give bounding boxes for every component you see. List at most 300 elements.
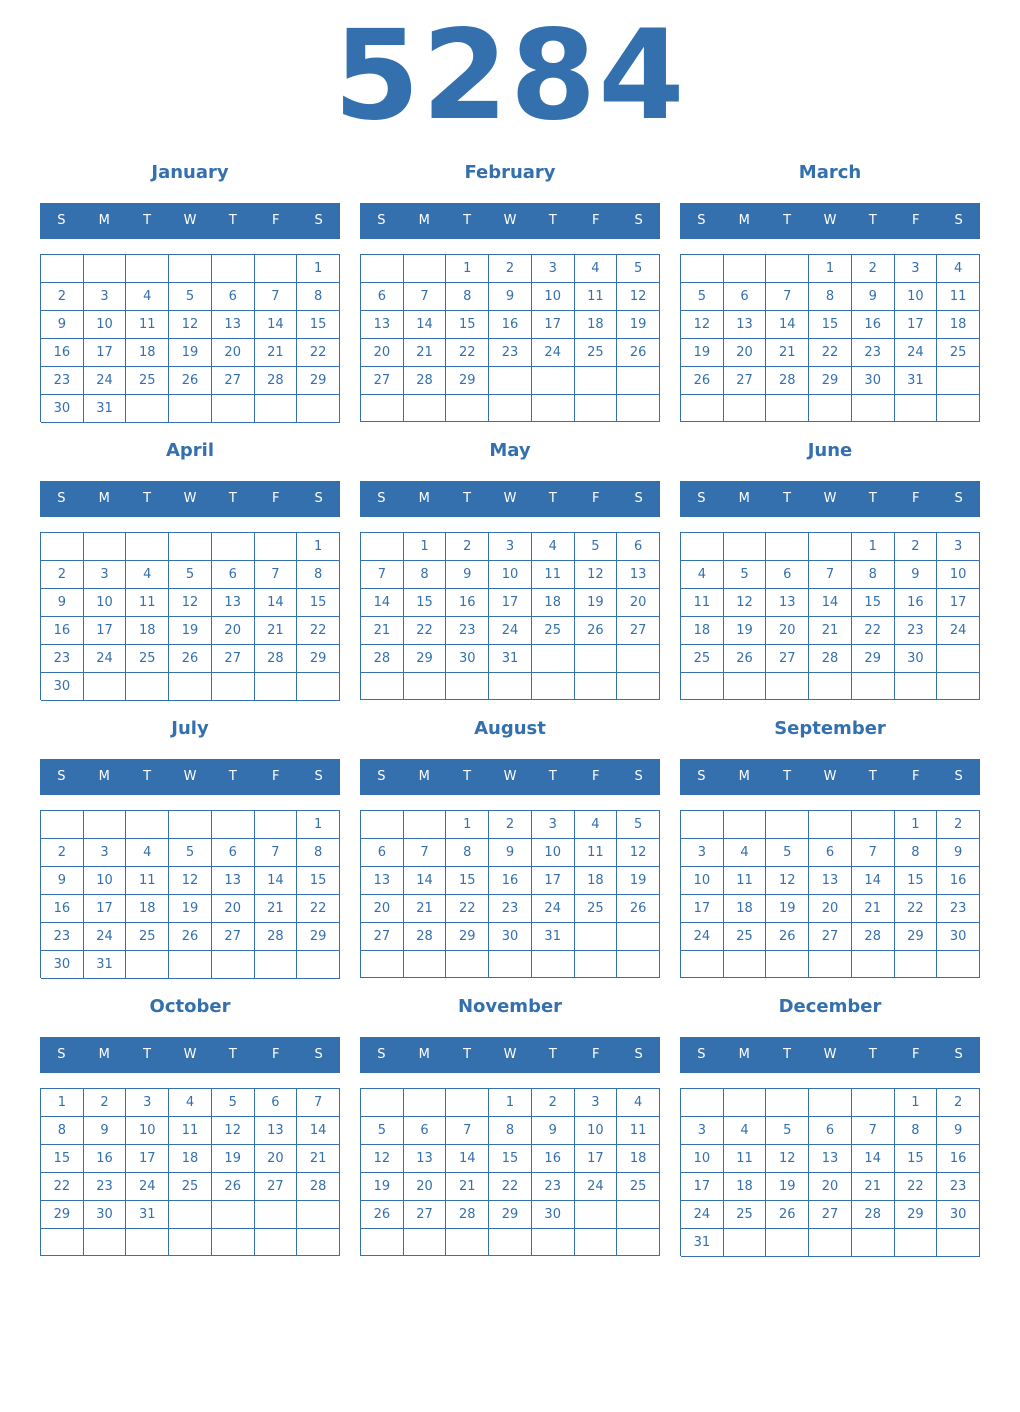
day-cell: 12 — [361, 1145, 404, 1173]
weekday-label: S — [697, 769, 706, 784]
day-cell: 28 — [766, 367, 809, 395]
day-cell: 19 — [169, 339, 212, 367]
empty-day-cell — [895, 951, 938, 978]
weekday-label: S — [954, 769, 963, 784]
day-cell: 18 — [126, 617, 169, 645]
empty-day-cell — [212, 395, 255, 423]
day-cell: 18 — [575, 867, 618, 895]
day-cell: 20 — [724, 339, 767, 367]
day-cell: 22 — [489, 1173, 532, 1201]
day-cell: 11 — [169, 1117, 212, 1145]
empty-day-cell — [255, 1229, 298, 1256]
calendar-year-title: 5284 — [333, 4, 687, 148]
day-cell: 28 — [446, 1201, 489, 1229]
day-cell: 12 — [169, 589, 212, 617]
day-cell: 12 — [169, 867, 212, 895]
weekday-label: M — [738, 213, 750, 228]
day-cell: 26 — [212, 1173, 255, 1201]
empty-day-cell — [724, 811, 767, 839]
day-cell: 4 — [575, 811, 618, 839]
day-cell: 15 — [41, 1145, 84, 1173]
weekday-label: M — [98, 213, 110, 228]
day-cell: 19 — [169, 895, 212, 923]
day-cell: 23 — [532, 1173, 575, 1201]
day-cell: 4 — [724, 839, 767, 867]
day-cell: 15 — [446, 867, 489, 895]
day-cell: 11 — [126, 311, 169, 339]
day-cell: 5 — [681, 283, 724, 311]
empty-day-cell — [212, 533, 255, 561]
day-cell: 26 — [724, 645, 767, 673]
day-cell: 11 — [681, 589, 724, 617]
day-cell: 20 — [809, 1173, 852, 1201]
day-cell: 25 — [169, 1173, 212, 1201]
day-cell: 19 — [681, 339, 724, 367]
day-cell: 17 — [84, 617, 127, 645]
day-cell: 19 — [766, 1173, 809, 1201]
empty-day-cell — [895, 1229, 938, 1257]
day-cell: 5 — [212, 1089, 255, 1117]
day-cell: 26 — [575, 617, 618, 645]
day-cell: 10 — [575, 1117, 618, 1145]
day-cell: 12 — [212, 1117, 255, 1145]
day-cell: 31 — [84, 395, 127, 423]
day-cell: 14 — [809, 589, 852, 617]
day-cell: 6 — [212, 839, 255, 867]
empty-day-cell — [937, 1229, 980, 1257]
empty-day-cell — [297, 673, 340, 701]
day-cell: 27 — [766, 645, 809, 673]
day-cell: 14 — [852, 867, 895, 895]
day-cell: 8 — [297, 561, 340, 589]
day-cell: 27 — [361, 923, 404, 951]
day-cell: 17 — [532, 867, 575, 895]
day-cell: 2 — [489, 811, 532, 839]
empty-day-cell — [255, 951, 298, 979]
day-cell: 4 — [169, 1089, 212, 1117]
day-cell: 10 — [532, 283, 575, 311]
empty-day-cell — [532, 673, 575, 700]
weekday-label: W — [183, 1047, 197, 1062]
month-name: September — [774, 718, 886, 739]
day-cell: 17 — [84, 895, 127, 923]
day-grid — [680, 532, 980, 700]
empty-day-cell — [617, 395, 660, 422]
weekday-header — [680, 203, 980, 239]
weekday-label: M — [418, 213, 430, 228]
day-cell: 20 — [361, 895, 404, 923]
day-cell: 27 — [255, 1173, 298, 1201]
day-cell: 5 — [617, 255, 660, 283]
day-cell: 6 — [361, 283, 404, 311]
empty-day-cell — [575, 367, 618, 395]
day-cell: 25 — [681, 645, 724, 673]
weekday-label: S — [377, 491, 386, 506]
day-cell: 6 — [255, 1089, 298, 1117]
day-cell: 18 — [681, 617, 724, 645]
day-cell: 31 — [84, 951, 127, 979]
day-cell: 11 — [575, 283, 618, 311]
day-cell: 7 — [255, 839, 298, 867]
empty-day-cell — [212, 255, 255, 283]
empty-day-cell — [255, 673, 298, 701]
day-cell: 25 — [724, 1201, 767, 1229]
empty-day-cell — [575, 1201, 618, 1229]
day-cell: 3 — [532, 811, 575, 839]
day-cell: 5 — [169, 283, 212, 311]
day-cell: 30 — [937, 923, 980, 951]
day-cell: 9 — [532, 1117, 575, 1145]
empty-day-cell — [404, 1089, 447, 1117]
weekday-label: W — [823, 213, 837, 228]
empty-day-cell — [724, 255, 767, 283]
day-cell: 10 — [489, 561, 532, 589]
day-cell: 17 — [575, 1145, 618, 1173]
day-cell: 8 — [852, 561, 895, 589]
day-cell: 7 — [255, 283, 298, 311]
day-cell: 21 — [404, 339, 447, 367]
empty-day-cell — [84, 533, 127, 561]
empty-day-cell — [681, 255, 724, 283]
weekday-label: T — [868, 491, 877, 506]
weekday-header — [680, 759, 980, 795]
day-cell: 7 — [852, 1117, 895, 1145]
day-cell: 30 — [532, 1201, 575, 1229]
day-cell: 14 — [766, 311, 809, 339]
day-cell: 31 — [126, 1201, 169, 1229]
day-cell: 18 — [724, 1173, 767, 1201]
empty-day-cell — [255, 811, 298, 839]
weekday-label: F — [911, 769, 920, 784]
day-cell: 22 — [895, 895, 938, 923]
day-cell: 30 — [41, 395, 84, 423]
weekday-label: T — [143, 491, 152, 506]
day-cell: 28 — [255, 645, 298, 673]
day-cell: 11 — [937, 283, 980, 311]
day-cell: 18 — [169, 1145, 212, 1173]
day-cell: 2 — [937, 811, 980, 839]
weekday-label: W — [183, 491, 197, 506]
day-cell: 21 — [255, 339, 298, 367]
day-cell: 27 — [617, 617, 660, 645]
day-cell: 3 — [489, 533, 532, 561]
day-cell: 22 — [297, 339, 340, 367]
day-cell: 24 — [489, 617, 532, 645]
day-cell: 16 — [446, 589, 489, 617]
day-cell: 4 — [126, 283, 169, 311]
day-cell: 10 — [126, 1117, 169, 1145]
day-cell: 10 — [84, 311, 127, 339]
empty-day-cell — [446, 1229, 489, 1256]
day-cell: 22 — [446, 339, 489, 367]
empty-day-cell — [852, 673, 895, 700]
day-cell: 6 — [809, 1117, 852, 1145]
day-grid — [360, 254, 660, 422]
weekday-label: F — [911, 213, 920, 228]
day-cell: 13 — [809, 867, 852, 895]
empty-day-cell — [489, 673, 532, 700]
weekday-label: T — [143, 1047, 152, 1062]
empty-day-cell — [724, 1229, 767, 1257]
day-grid — [680, 254, 980, 422]
day-cell: 1 — [895, 811, 938, 839]
empty-day-cell — [297, 951, 340, 979]
day-cell: 1 — [297, 811, 340, 839]
weekday-label: T — [548, 769, 557, 784]
day-cell: 6 — [809, 839, 852, 867]
day-cell: 6 — [766, 561, 809, 589]
day-cell: 30 — [446, 645, 489, 673]
weekday-label: F — [591, 769, 600, 784]
weekday-header — [40, 1037, 340, 1073]
day-cell: 20 — [361, 339, 404, 367]
day-cell: 23 — [489, 895, 532, 923]
day-cell: 14 — [255, 589, 298, 617]
day-cell: 27 — [724, 367, 767, 395]
empty-day-cell — [617, 645, 660, 673]
empty-day-cell — [255, 395, 298, 423]
day-cell: 28 — [404, 367, 447, 395]
empty-day-cell — [126, 673, 169, 701]
day-cell: 10 — [937, 561, 980, 589]
empty-day-cell — [169, 1201, 212, 1229]
day-cell: 3 — [84, 839, 127, 867]
empty-day-cell — [404, 395, 447, 422]
weekday-label: S — [314, 213, 323, 228]
day-cell: 3 — [532, 255, 575, 283]
day-cell: 24 — [532, 339, 575, 367]
weekday-label: S — [314, 769, 323, 784]
day-cell: 22 — [41, 1173, 84, 1201]
empty-day-cell — [212, 951, 255, 979]
day-cell: 5 — [724, 561, 767, 589]
day-cell: 16 — [895, 589, 938, 617]
month-name: January — [151, 162, 229, 183]
day-cell: 19 — [724, 617, 767, 645]
empty-day-cell — [212, 811, 255, 839]
weekday-label: S — [634, 1047, 643, 1062]
weekday-label: T — [143, 769, 152, 784]
empty-day-cell — [724, 533, 767, 561]
day-cell: 27 — [404, 1201, 447, 1229]
weekday-label: M — [418, 1047, 430, 1062]
day-cell: 24 — [681, 923, 724, 951]
weekday-label: F — [271, 491, 280, 506]
empty-day-cell — [766, 951, 809, 978]
day-cell: 31 — [489, 645, 532, 673]
empty-day-cell — [766, 255, 809, 283]
day-cell: 3 — [681, 1117, 724, 1145]
day-cell: 26 — [169, 923, 212, 951]
day-cell: 29 — [404, 645, 447, 673]
day-cell: 4 — [681, 561, 724, 589]
day-cell: 30 — [895, 645, 938, 673]
weekday-label: T — [463, 213, 472, 228]
weekday-label: S — [697, 213, 706, 228]
month-name: December — [778, 996, 882, 1017]
day-cell: 15 — [489, 1145, 532, 1173]
day-cell: 20 — [212, 339, 255, 367]
day-cell: 14 — [852, 1145, 895, 1173]
empty-day-cell — [937, 367, 980, 395]
empty-day-cell — [41, 1229, 84, 1256]
weekday-label: T — [463, 769, 472, 784]
empty-day-cell — [169, 673, 212, 701]
empty-day-cell — [937, 951, 980, 978]
day-cell: 1 — [41, 1089, 84, 1117]
empty-day-cell — [169, 395, 212, 423]
day-cell: 25 — [937, 339, 980, 367]
day-cell: 28 — [255, 367, 298, 395]
day-cell: 1 — [404, 533, 447, 561]
day-cell: 4 — [126, 839, 169, 867]
day-cell: 12 — [617, 839, 660, 867]
day-cell: 23 — [852, 339, 895, 367]
day-cell: 19 — [361, 1173, 404, 1201]
day-cell: 2 — [446, 533, 489, 561]
weekday-label: M — [738, 769, 750, 784]
day-grid — [40, 810, 340, 978]
weekday-label: W — [183, 769, 197, 784]
day-cell: 11 — [532, 561, 575, 589]
day-cell: 7 — [766, 283, 809, 311]
day-cell: 3 — [126, 1089, 169, 1117]
weekday-label: F — [271, 213, 280, 228]
day-cell: 7 — [361, 561, 404, 589]
empty-day-cell — [126, 811, 169, 839]
day-cell: 14 — [255, 311, 298, 339]
day-cell: 8 — [489, 1117, 532, 1145]
day-cell: 2 — [41, 839, 84, 867]
day-cell: 24 — [681, 1201, 724, 1229]
empty-day-cell — [617, 923, 660, 951]
day-cell: 30 — [84, 1201, 127, 1229]
day-cell: 7 — [297, 1089, 340, 1117]
day-cell: 9 — [895, 561, 938, 589]
empty-day-cell — [361, 1089, 404, 1117]
day-cell: 12 — [724, 589, 767, 617]
empty-day-cell — [126, 1229, 169, 1256]
day-cell: 26 — [766, 1201, 809, 1229]
day-cell: 11 — [575, 839, 618, 867]
day-cell: 23 — [41, 367, 84, 395]
day-cell: 15 — [297, 311, 340, 339]
day-cell: 9 — [489, 283, 532, 311]
day-cell: 20 — [404, 1173, 447, 1201]
day-cell: 1 — [297, 533, 340, 561]
day-cell: 31 — [532, 923, 575, 951]
day-cell: 18 — [532, 589, 575, 617]
weekday-label: T — [868, 213, 877, 228]
day-cell: 29 — [446, 923, 489, 951]
empty-day-cell — [532, 395, 575, 422]
empty-day-cell — [255, 255, 298, 283]
day-cell: 31 — [681, 1229, 724, 1257]
day-grid — [40, 254, 340, 422]
day-cell: 1 — [852, 533, 895, 561]
empty-day-cell — [617, 1201, 660, 1229]
empty-day-cell — [41, 255, 84, 283]
day-cell: 16 — [937, 1145, 980, 1173]
empty-day-cell — [212, 1201, 255, 1229]
day-cell: 23 — [446, 617, 489, 645]
day-cell: 15 — [297, 867, 340, 895]
day-cell: 16 — [532, 1145, 575, 1173]
empty-day-cell — [724, 951, 767, 978]
day-cell: 29 — [297, 367, 340, 395]
weekday-header — [40, 203, 340, 239]
empty-day-cell — [681, 533, 724, 561]
day-cell: 6 — [212, 283, 255, 311]
empty-day-cell — [617, 1229, 660, 1256]
day-cell: 28 — [361, 645, 404, 673]
day-cell: 6 — [361, 839, 404, 867]
day-cell: 9 — [41, 589, 84, 617]
weekday-label: S — [634, 213, 643, 228]
weekday-label: T — [228, 769, 237, 784]
empty-day-cell — [724, 673, 767, 700]
empty-day-cell — [937, 395, 980, 422]
empty-day-cell — [895, 673, 938, 700]
day-cell: 26 — [361, 1201, 404, 1229]
day-cell: 11 — [126, 589, 169, 617]
weekday-label: F — [911, 491, 920, 506]
day-cell: 16 — [489, 867, 532, 895]
day-cell: 10 — [895, 283, 938, 311]
day-cell: 26 — [766, 923, 809, 951]
day-cell: 5 — [575, 533, 618, 561]
day-cell: 18 — [937, 311, 980, 339]
empty-day-cell — [404, 1229, 447, 1256]
day-cell: 21 — [809, 617, 852, 645]
day-cell: 3 — [895, 255, 938, 283]
weekday-label: S — [57, 769, 66, 784]
day-cell: 28 — [404, 923, 447, 951]
weekday-label: S — [57, 1047, 66, 1062]
empty-day-cell — [404, 951, 447, 978]
day-cell: 10 — [681, 867, 724, 895]
empty-day-cell — [489, 367, 532, 395]
weekday-label: S — [377, 769, 386, 784]
day-cell: 22 — [895, 1173, 938, 1201]
day-cell: 25 — [724, 923, 767, 951]
day-cell: 5 — [766, 839, 809, 867]
day-cell: 7 — [809, 561, 852, 589]
empty-day-cell — [809, 811, 852, 839]
month-name: March — [798, 162, 862, 183]
month-name: November — [457, 996, 563, 1017]
weekday-label: F — [591, 213, 600, 228]
day-cell: 11 — [617, 1117, 660, 1145]
empty-day-cell — [575, 951, 618, 978]
day-cell: 27 — [809, 1201, 852, 1229]
empty-day-cell — [681, 673, 724, 700]
day-cell: 13 — [255, 1117, 298, 1145]
month-name: April — [165, 440, 215, 461]
weekday-label: M — [738, 1047, 750, 1062]
weekday-label: M — [98, 1047, 110, 1062]
weekday-label: S — [697, 491, 706, 506]
day-cell: 12 — [617, 283, 660, 311]
empty-day-cell — [169, 533, 212, 561]
day-cell: 18 — [575, 311, 618, 339]
day-cell: 25 — [575, 339, 618, 367]
month-name: July — [171, 718, 209, 739]
empty-day-cell — [169, 255, 212, 283]
day-grid — [360, 532, 660, 700]
day-cell: 8 — [446, 839, 489, 867]
empty-day-cell — [617, 951, 660, 978]
